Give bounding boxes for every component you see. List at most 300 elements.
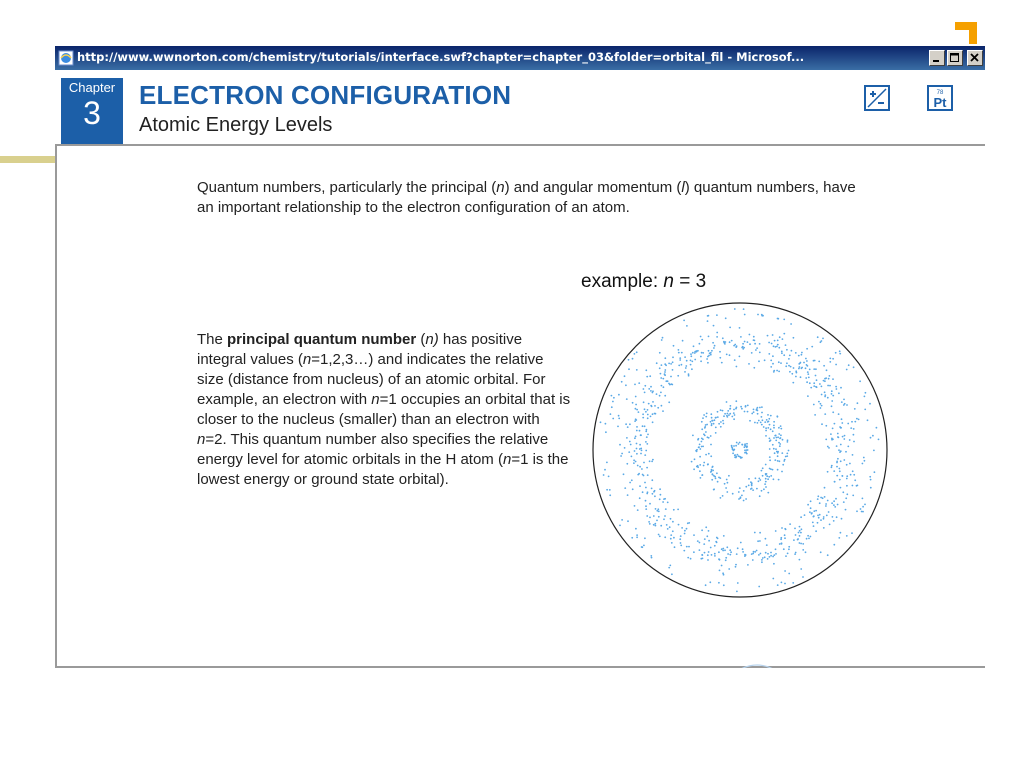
electron-dot xyxy=(779,543,781,545)
electron-dot xyxy=(817,495,819,497)
electron-dot xyxy=(638,411,640,413)
electron-dot xyxy=(813,368,815,370)
electron-dot xyxy=(699,470,701,472)
electron-dot xyxy=(636,430,638,432)
electron-dot xyxy=(813,385,815,387)
minimize-button[interactable] xyxy=(929,50,945,66)
electron-dot xyxy=(723,574,725,576)
electron-dot xyxy=(641,450,643,452)
electron-dot xyxy=(714,553,716,555)
electron-dot xyxy=(745,486,747,488)
electron-dot xyxy=(834,506,836,508)
electron-dot xyxy=(698,438,700,440)
electron-dot xyxy=(778,433,780,435)
electron-dot xyxy=(759,352,761,354)
electron-dot xyxy=(758,586,760,588)
electron-dot xyxy=(798,355,800,357)
electron-dot xyxy=(710,444,712,446)
electron-dot xyxy=(635,528,637,530)
electron-dot xyxy=(836,445,838,447)
electron-dot xyxy=(634,450,636,452)
electron-dot xyxy=(769,440,771,442)
calculator-icon[interactable] xyxy=(863,84,891,112)
electron-dot xyxy=(846,493,848,495)
electron-dot xyxy=(838,537,840,539)
electron-dot xyxy=(821,423,823,425)
electron-dot xyxy=(712,420,714,422)
electron-dot xyxy=(764,556,766,558)
electron-dot xyxy=(702,417,704,419)
electron-dot xyxy=(620,455,622,457)
periodic-table-icon[interactable] xyxy=(926,84,954,112)
electron-dot xyxy=(773,427,775,429)
electron-dot xyxy=(829,361,831,363)
electron-dot xyxy=(761,470,763,472)
electron-dot xyxy=(822,338,824,340)
electron-dot xyxy=(779,460,781,462)
electron-dot xyxy=(804,514,806,516)
electron-dot xyxy=(767,335,769,337)
electron-dot xyxy=(850,427,852,429)
electron-dot xyxy=(807,395,809,397)
electron-dot xyxy=(747,405,749,407)
electron-dot xyxy=(709,581,711,583)
electron-dot xyxy=(806,381,808,383)
electron-dot xyxy=(645,441,647,443)
electron-dot xyxy=(705,416,707,418)
electron-dot xyxy=(678,524,680,526)
electron-dot xyxy=(862,498,864,500)
electron-dot xyxy=(690,360,692,362)
electron-dot xyxy=(606,489,608,491)
electron-dot xyxy=(706,413,708,415)
electron-dot xyxy=(658,534,660,536)
electron-dot xyxy=(774,452,776,454)
electron-dot xyxy=(664,357,666,359)
electron-dot xyxy=(647,409,649,411)
electron-dot xyxy=(832,378,834,380)
electron-dot xyxy=(813,404,815,406)
electron-dot xyxy=(650,386,652,388)
electron-dot xyxy=(761,424,763,426)
electron-dot xyxy=(810,387,812,389)
electron-dot xyxy=(692,352,694,354)
electron-dot xyxy=(752,489,754,491)
electron-dot xyxy=(806,538,808,540)
electron-dot xyxy=(762,315,764,317)
electron-dot xyxy=(648,521,650,523)
electron-dot xyxy=(646,443,648,445)
electron-dot xyxy=(788,573,790,575)
electron-dot xyxy=(660,392,662,394)
electron-dot xyxy=(727,416,729,418)
electron-dot xyxy=(725,487,727,489)
electron-dot xyxy=(828,511,830,513)
electron-dot xyxy=(671,573,673,575)
electron-dot xyxy=(659,352,661,354)
electron-dot xyxy=(646,436,648,438)
electron-dot xyxy=(704,435,706,437)
electron-dot xyxy=(735,456,737,458)
electron-dot xyxy=(629,441,631,443)
electron-dot xyxy=(667,528,669,530)
electron-dot xyxy=(639,485,641,487)
electron-dot xyxy=(842,475,844,477)
electron-dot xyxy=(798,368,800,370)
electron-dot xyxy=(863,457,865,459)
electron-dot xyxy=(746,449,748,451)
electron-dot xyxy=(796,372,798,374)
electron-dot xyxy=(605,423,607,425)
minimize-icon xyxy=(930,51,944,65)
electron-dot xyxy=(680,535,682,537)
electron-dot xyxy=(770,552,772,554)
electron-dot xyxy=(763,488,765,490)
electron-dot xyxy=(750,488,752,490)
electron-dot xyxy=(789,371,791,373)
electron-dot xyxy=(813,510,815,512)
electron-dot xyxy=(670,534,672,536)
electron-dot xyxy=(760,553,762,555)
electron-dot xyxy=(684,356,686,358)
electron-dot xyxy=(788,450,790,452)
electron-dot xyxy=(660,373,662,375)
electron-dot xyxy=(649,517,651,519)
electron-dot xyxy=(733,345,735,347)
electron-dot xyxy=(721,548,723,550)
electron-dot xyxy=(819,383,821,385)
electron-dot xyxy=(807,504,809,506)
electron-dot xyxy=(859,380,861,382)
electron-dot xyxy=(754,422,756,424)
electron-dot xyxy=(778,371,780,373)
electron-dot xyxy=(711,554,713,556)
electron-dot xyxy=(851,421,853,423)
electron-dot xyxy=(618,418,620,420)
electron-dot xyxy=(737,582,739,584)
header-divider xyxy=(55,144,985,146)
electron-dot xyxy=(798,363,800,365)
electron-dot xyxy=(714,476,716,478)
electron-dot xyxy=(634,505,636,507)
electron-dot xyxy=(799,526,801,528)
electron-dot xyxy=(810,500,812,502)
electron-dot xyxy=(765,478,767,480)
electron-dot xyxy=(715,432,717,434)
electron-dot xyxy=(832,395,834,397)
electron-dot xyxy=(635,461,637,463)
electron-dot xyxy=(832,428,834,430)
electron-dot xyxy=(711,423,713,425)
electron-dot xyxy=(649,375,651,377)
electron-dot xyxy=(821,394,823,396)
electron-dot xyxy=(815,375,817,377)
electron-dot xyxy=(724,549,726,551)
electron-dot xyxy=(743,500,745,502)
periodic-table-symbol: Pt xyxy=(933,95,947,110)
electron-dot xyxy=(670,376,672,378)
electron-dot xyxy=(772,363,774,365)
electron-dot xyxy=(701,339,703,341)
electron-dot xyxy=(839,470,841,472)
electron-dot xyxy=(739,356,741,358)
electron-dot xyxy=(774,459,776,461)
orbital-diagram-n3 xyxy=(590,300,890,600)
electron-dot xyxy=(713,423,715,425)
electron-dot xyxy=(699,542,701,544)
electron-dot xyxy=(677,509,679,511)
electron-dot xyxy=(773,563,775,565)
left-divider xyxy=(55,146,57,668)
electron-dot xyxy=(713,347,715,349)
electron-dot xyxy=(840,427,842,429)
electron-dot xyxy=(761,412,763,414)
electron-dot xyxy=(658,516,660,518)
electron-dot xyxy=(653,491,655,493)
electron-dot xyxy=(840,460,842,462)
electron-dot xyxy=(652,459,654,461)
electron-dot xyxy=(710,413,712,415)
electron-dot xyxy=(783,333,785,335)
ie-page-icon xyxy=(58,50,74,66)
electron-dot xyxy=(843,399,845,401)
electron-dot xyxy=(729,327,731,329)
electron-dot xyxy=(831,400,833,402)
electron-dot xyxy=(772,469,774,471)
electron-dot xyxy=(656,362,658,364)
electron-dot xyxy=(773,448,775,450)
electron-dot xyxy=(649,523,651,525)
electron-dot xyxy=(626,437,628,439)
electron-dot xyxy=(672,530,674,532)
electron-dot xyxy=(839,350,841,352)
electron-dot xyxy=(805,367,807,369)
electron-dot xyxy=(722,550,724,552)
electron-dot xyxy=(843,438,845,440)
electron-dot xyxy=(753,339,755,341)
electron-dot xyxy=(621,381,623,383)
electron-dot xyxy=(829,358,831,360)
electron-dot xyxy=(725,341,727,343)
electron-dot xyxy=(786,349,788,351)
electron-dot xyxy=(794,553,796,555)
electron-dot xyxy=(769,456,771,458)
electron-dot xyxy=(756,347,758,349)
electron-dot xyxy=(660,525,662,527)
electron-dot xyxy=(772,355,774,357)
electron-dot xyxy=(779,445,781,447)
electron-dot xyxy=(825,503,827,505)
electron-dot xyxy=(656,520,658,522)
electron-dot xyxy=(743,490,745,492)
electron-dot xyxy=(718,582,720,584)
electron-dot xyxy=(818,401,820,403)
electron-dot xyxy=(749,420,751,422)
electron-dot xyxy=(774,435,776,437)
electron-dot xyxy=(788,548,790,550)
electron-dot xyxy=(811,512,813,514)
page-subtitle: Atomic Energy Levels xyxy=(139,114,333,136)
electron-dot xyxy=(841,518,843,520)
electron-dot xyxy=(756,550,758,552)
electron-dot xyxy=(806,348,808,350)
electron-dot xyxy=(707,559,709,561)
electron-dot xyxy=(755,477,757,479)
electron-dot xyxy=(746,443,748,445)
electron-dot xyxy=(710,471,712,473)
electron-dot xyxy=(738,443,740,445)
electron-dot xyxy=(827,471,829,473)
electron-dot xyxy=(795,352,797,354)
electron-dot xyxy=(664,371,666,373)
electron-dot xyxy=(691,461,693,463)
electron-dot xyxy=(740,336,742,338)
electron-dot xyxy=(761,406,763,408)
electron-dot xyxy=(716,336,718,338)
electron-dot xyxy=(636,351,638,353)
electron-dot xyxy=(696,449,698,451)
electron-dot xyxy=(799,542,801,544)
maximize-button[interactable] xyxy=(947,50,963,66)
electron-dot xyxy=(748,478,750,480)
footer-arc-decoration xyxy=(737,661,777,668)
electron-dot xyxy=(828,447,830,449)
electron-dot xyxy=(762,467,764,469)
electron-dot xyxy=(688,375,690,377)
electron-dot xyxy=(647,434,649,436)
electron-dot xyxy=(631,456,633,458)
electron-dot xyxy=(635,418,637,420)
electron-dot xyxy=(744,314,746,316)
electron-dot xyxy=(769,468,771,470)
electron-dot xyxy=(805,551,807,553)
electron-dot xyxy=(700,356,702,358)
electron-dot xyxy=(650,555,652,557)
electron-dot xyxy=(636,448,638,450)
chapter-badge xyxy=(61,78,123,144)
electron-dot xyxy=(718,558,720,560)
electron-dot xyxy=(661,385,663,387)
electron-dot xyxy=(747,564,749,566)
electron-dot xyxy=(670,518,672,520)
electron-dot xyxy=(718,551,720,553)
electron-dot xyxy=(846,464,848,466)
electron-dot xyxy=(808,538,810,540)
electron-dot xyxy=(659,488,661,490)
electron-dot xyxy=(824,378,826,380)
electron-dot xyxy=(648,403,650,405)
electron-dot xyxy=(766,544,768,546)
electron-dot xyxy=(761,559,763,561)
electron-dot xyxy=(715,417,717,419)
electron-dot xyxy=(791,373,793,375)
electron-dot xyxy=(841,422,843,424)
electron-dot xyxy=(646,467,648,469)
electron-dot xyxy=(823,365,825,367)
electron-dot xyxy=(824,496,826,498)
electron-dot xyxy=(716,542,718,544)
electron-dot xyxy=(634,353,636,355)
electron-dot xyxy=(714,345,716,347)
electron-dot xyxy=(604,469,606,471)
electron-dot xyxy=(820,341,822,343)
electron-dot xyxy=(646,493,648,495)
electron-dot xyxy=(678,352,680,354)
electron-dot xyxy=(699,456,701,458)
electron-dot xyxy=(792,582,794,584)
title-bar[interactable] xyxy=(55,46,985,70)
electron-dot xyxy=(681,364,683,366)
electron-dot xyxy=(845,509,847,511)
electron-dot xyxy=(781,471,783,473)
electron-dot xyxy=(664,363,666,365)
electron-dot xyxy=(853,428,855,430)
electron-dot xyxy=(711,350,713,352)
electron-dot xyxy=(837,504,839,506)
electron-dot xyxy=(756,409,758,411)
electron-dot xyxy=(720,409,722,411)
electron-dot xyxy=(707,554,709,556)
electron-dot xyxy=(618,394,620,396)
electron-dot xyxy=(780,538,782,540)
electron-dot xyxy=(767,553,769,555)
electron-dot xyxy=(720,426,722,428)
electron-dot xyxy=(844,403,846,405)
electron-dot xyxy=(761,416,763,418)
electron-dot xyxy=(822,497,824,499)
electron-dot xyxy=(686,546,688,548)
electron-dot xyxy=(769,424,771,426)
electron-dot xyxy=(802,549,804,551)
electron-dot xyxy=(803,362,805,364)
electron-dot xyxy=(678,349,680,351)
electron-dot xyxy=(642,425,644,427)
electron-dot xyxy=(703,414,705,416)
electron-dot xyxy=(645,487,647,489)
electron-dot xyxy=(762,475,764,477)
electron-dot xyxy=(770,360,772,362)
electron-dot xyxy=(706,535,708,537)
electron-dot xyxy=(720,421,722,423)
electron-dot xyxy=(869,476,871,478)
electron-dot xyxy=(669,565,671,567)
electron-dot xyxy=(714,545,716,547)
electron-dot xyxy=(701,438,703,440)
electron-dot xyxy=(808,377,810,379)
electron-dot xyxy=(759,540,761,542)
electron-dot xyxy=(776,437,778,439)
electron-dot xyxy=(812,522,814,524)
electron-dot xyxy=(651,461,653,463)
electron-dot xyxy=(807,371,809,373)
electron-dot xyxy=(670,538,672,540)
electron-dot xyxy=(628,451,630,453)
electron-dot xyxy=(663,498,665,500)
electron-dot xyxy=(712,470,714,472)
electron-dot xyxy=(827,446,829,448)
electron-dot xyxy=(864,396,866,398)
electron-dot xyxy=(664,536,666,538)
electron-dot xyxy=(757,540,759,542)
electron-dot xyxy=(708,551,710,553)
electron-dot xyxy=(612,401,614,403)
electron-dot xyxy=(827,397,829,399)
electron-dot xyxy=(861,511,863,513)
electron-dot xyxy=(648,388,650,390)
electron-dot xyxy=(757,422,759,424)
electron-dot xyxy=(759,407,761,409)
close-button[interactable] xyxy=(967,50,983,66)
